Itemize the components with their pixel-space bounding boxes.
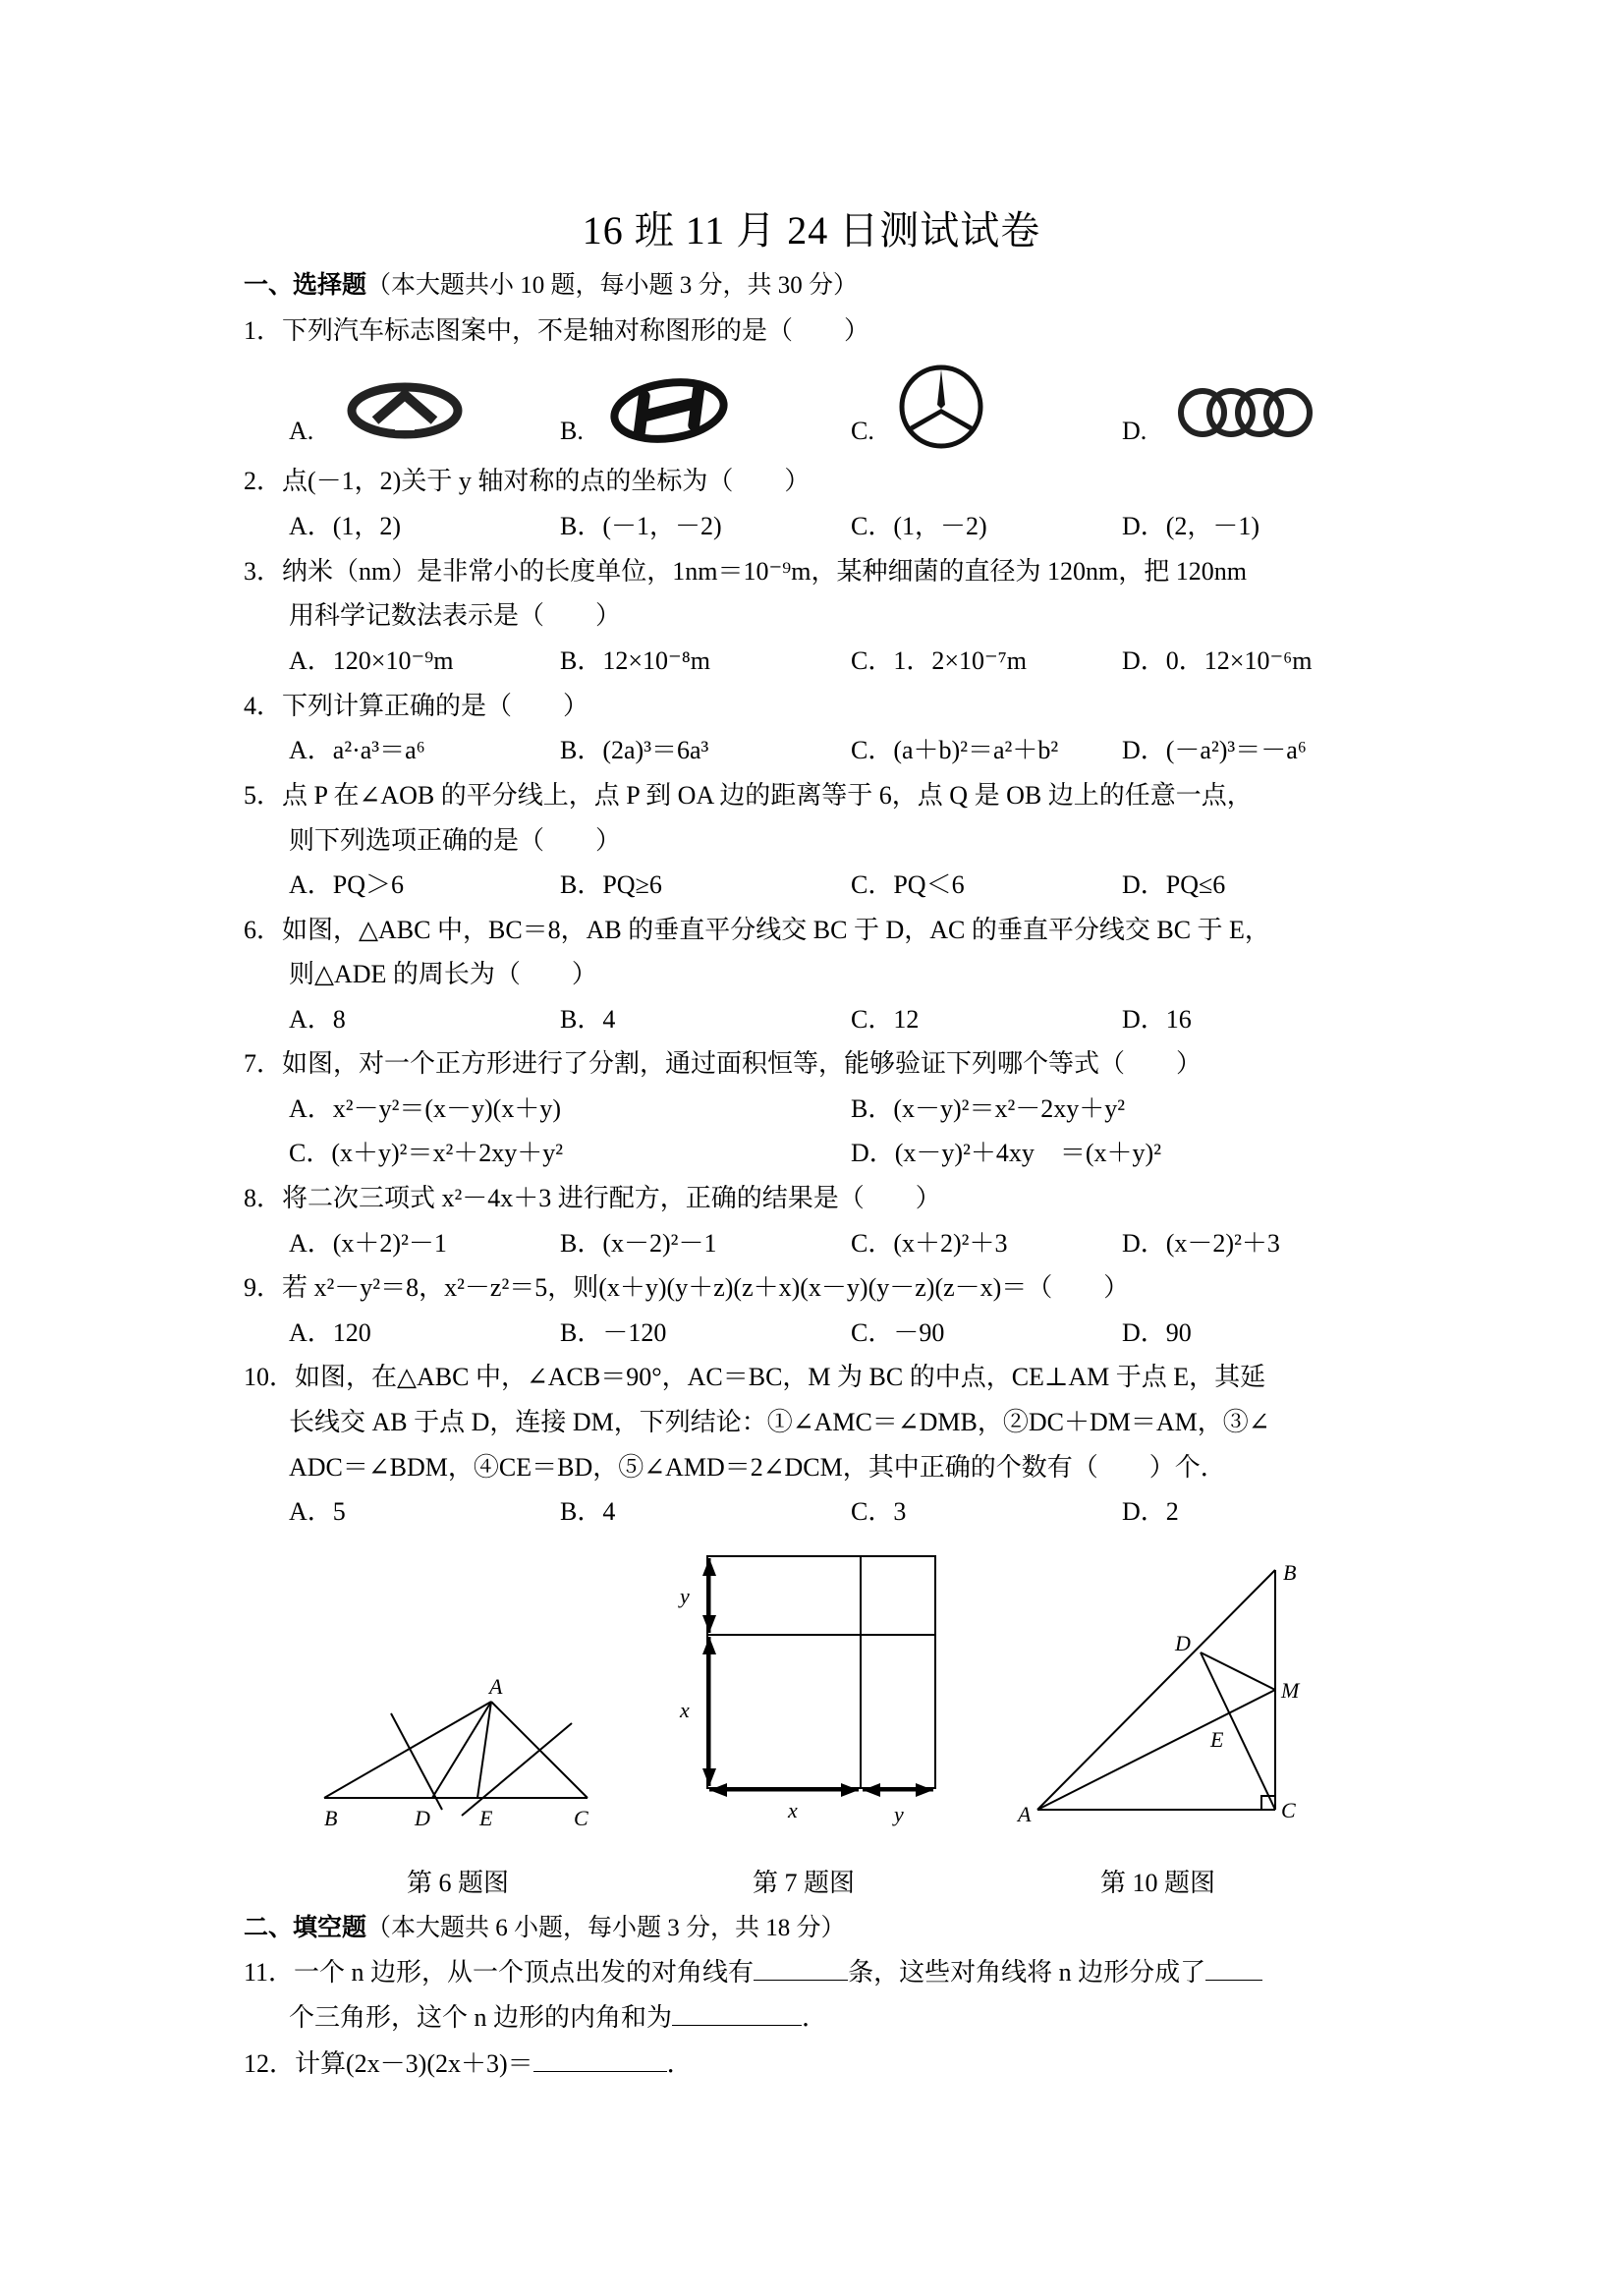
question-text: 如图，△ABC 中，BC＝8，AB 的垂直平分线交 BC 于 D，AC 的垂直平分线交 BC 于 E， (282, 916, 1270, 944)
question-5 (244, 775, 1253, 812)
question-number: 9． (244, 1273, 283, 1302)
fig10-label-c: C (1281, 1798, 1296, 1822)
question-text: 点 P 在∠AOB 的平分线上，点 P 到 OA 边的距离等于 6，点 Q 是 OB 边上的任意一点， (282, 781, 1253, 810)
answer-blank[interactable] (533, 2070, 667, 2072)
figure-10-caption: 第 10 题图 (1100, 1869, 1216, 1897)
question-2 (244, 461, 810, 497)
question-11 (244, 1952, 1262, 1988)
q10-option-a: A．5 (289, 1497, 346, 1526)
fig7-arrow (702, 1615, 716, 1633)
question-3-line-2: 用科学记数法表示是（ ） (289, 601, 622, 630)
question-text: ． (802, 2003, 828, 2032)
fig7-arrow (841, 1783, 859, 1797)
q3-option-b: B．12×10⁻⁸m (560, 646, 711, 675)
section-2-header (244, 1908, 846, 1943)
question-9 (244, 1267, 1129, 1304)
q6-option-c: C．12 (851, 1005, 920, 1034)
fig7-label-y-left: y (680, 1584, 690, 1608)
q3-option-a: A．120×10⁻⁹m (289, 646, 454, 675)
fig7-arrow (702, 1637, 716, 1654)
q1-option-b: B. (560, 417, 584, 445)
fig10-label-e: E (1210, 1727, 1224, 1752)
q10-option-b: B．4 (560, 1497, 616, 1526)
question-text: 个三角形，这个 n 边形的内角和为 (289, 2003, 673, 2032)
q7-option-d: D．(x－y)²＋4xy ＝(x＋y)² (851, 1139, 1161, 1167)
q8-option-a: A．(x＋2)²－1 (289, 1229, 447, 1258)
section-1-heading: 一、选择题 (244, 272, 367, 299)
question-6-line-2: 则△ADE 的周长为（ ） (289, 960, 597, 988)
fig10-label-m: M (1281, 1678, 1300, 1703)
q9-option-a: A．120 (289, 1318, 371, 1347)
mercedes-logo (896, 362, 986, 452)
question-number: 11． (244, 1958, 295, 1987)
question-number: 1． (244, 316, 283, 345)
infiniti-logo (346, 381, 464, 440)
q5-option-d: D．PQ≤6 (1122, 870, 1226, 899)
question-7 (244, 1043, 1202, 1080)
q4-option-a: A．a²·a³＝a⁶ (289, 736, 425, 764)
q9-option-c: C．－90 (851, 1318, 945, 1347)
q4-option-b: B．(2a)³＝6a³ (560, 736, 709, 764)
fig7-label-x-left: x (680, 1698, 690, 1722)
q5-option-c: C．PQ＜6 (851, 870, 965, 899)
q2-option-c: C．(1，－2) (851, 512, 987, 540)
q1-option-d: D. (1122, 417, 1147, 445)
question-text: 下列汽车标志图案中，不是轴对称图形的是（ ） (282, 316, 870, 345)
question-6 (244, 910, 1270, 946)
q4-option-c: C．(a＋b)²＝a²＋b² (851, 736, 1059, 764)
q5-option-a: A．PQ＞6 (289, 870, 405, 899)
q1-option-a: A. (289, 417, 314, 445)
fig7-arrow (702, 1768, 716, 1786)
q6-option-a: A．8 (289, 1005, 346, 1034)
figure-6-caption: 第 6 题图 (407, 1869, 510, 1897)
figure-6 (314, 1670, 599, 1837)
q7-option-c: C．(x＋y)²＝x²＋2xy＋y² (289, 1139, 564, 1167)
fig6-label-e: E (479, 1806, 493, 1830)
question-8 (244, 1178, 941, 1214)
question-number: 3． (244, 557, 283, 586)
question-3 (244, 551, 1247, 588)
question-number: 4． (244, 692, 283, 720)
q3-option-c: C．1．2×10⁻⁷m (851, 646, 1028, 675)
fig10-side-ab (1037, 1570, 1275, 1810)
q2-option-a: A．(1，2) (289, 512, 402, 540)
question-text: 如图，对一个正方形进行了分割，通过面积恒等，能够验证下列哪个等式（ ） (282, 1049, 1203, 1078)
q8-option-c: C．(x＋2)²＋3 (851, 1229, 1008, 1258)
fig10-segment-am (1037, 1690, 1275, 1810)
q8-option-b: B．(x－2)²－1 (560, 1229, 717, 1258)
q6-option-d: D．16 (1122, 1005, 1192, 1034)
question-5-line-2: 则下列选项正确的是（ ） (289, 826, 622, 855)
fig10-segment-dm (1201, 1652, 1275, 1690)
question-text: 计算(2x－3)(2x＋3)＝ (295, 2049, 533, 2078)
question-number: 12． (244, 2049, 296, 2078)
question-text: ． (666, 2049, 693, 2078)
question-number: 7． (244, 1049, 283, 1078)
fig6-side-ab (324, 1702, 491, 1798)
fig10-label-b: B (1283, 1560, 1297, 1585)
figure-10 (1012, 1558, 1307, 1823)
hyundai-logo (609, 377, 729, 444)
section-1-desc: （本大题共小 10 题，每小题 3 分，共 30 分） (366, 272, 859, 299)
question-text: 一个 n 边形，从一个顶点出发的对角线有 (294, 1958, 755, 1987)
fig7-arrow (702, 1558, 716, 1576)
question-text: 纳米（nm）是非常小的长度单位，1nm＝10⁻⁹m，某种细菌的直径为 120nm，把 120nm (282, 557, 1247, 586)
section-2-desc: （本大题共 6 小题，每小题 3 分，共 18 分） (366, 1915, 846, 1941)
fig7-square (707, 1556, 935, 1788)
question-text: 如图，在△ABC 中，∠ACB＝90°，AC＝BC，M 为 BC 的中点，CE⊥AM 于点 E，其延 (295, 1363, 1266, 1391)
fig7-arrow (863, 1783, 880, 1797)
fig10-label-a: A (1018, 1802, 1032, 1823)
question-10-line-2: 长线交 AB 于点 D，连接 DM，下列结论：①∠AMC＝∠DMB，②DC＋DM＝AM，③∠ (289, 1408, 1270, 1436)
question-4 (244, 686, 588, 722)
question-text: 点(－1，2)关于 y 轴对称的点的坐标为（ ） (282, 467, 811, 495)
question-10-line-3: ADC＝∠BDM，④CE＝BD，⑤∠AMD＝2∠DCM，其中正确的个数有（ ）个． (289, 1453, 1226, 1482)
fig7-arrow (916, 1783, 933, 1797)
audi-logo (1175, 385, 1316, 440)
page-title: 16 班 11 月 24 日测试试卷 (582, 208, 1041, 252)
q5-option-b: B．PQ≥6 (560, 870, 662, 899)
question-number: 2． (244, 467, 283, 495)
question-text: 将二次三项式 x²－4x＋3 进行配方，正确的结果是（ ） (282, 1184, 941, 1212)
section-2-heading: 二、填空题 (244, 1915, 367, 1941)
question-10 (244, 1357, 1265, 1393)
q1-option-c: C. (851, 417, 874, 445)
fig7-label-y-bottom: y (894, 1802, 904, 1826)
fig6-perp-bisector-ab (391, 1713, 442, 1810)
answer-blank[interactable] (672, 2024, 802, 2026)
question-number: 5． (244, 781, 283, 810)
fig10-label-d: D (1175, 1631, 1191, 1655)
section-1-header (244, 265, 858, 301)
fig6-segment-ad (432, 1702, 491, 1798)
q7-option-b: B．(x－y)²＝x²－2xy＋y² (851, 1094, 1126, 1123)
question-1 (244, 310, 869, 347)
q6-option-b: B．4 (560, 1005, 616, 1034)
question-number: 8． (244, 1184, 283, 1212)
fig7-label-x-bottom: x (788, 1798, 798, 1822)
question-text: 下列计算正确的是（ ） (282, 692, 589, 720)
fig7-arrow (709, 1783, 727, 1797)
question-number: 6． (244, 916, 283, 944)
fig6-label-a: A (489, 1674, 503, 1699)
q7-option-a: A．x²－y²＝(x－y)(x＋y) (289, 1094, 561, 1123)
q9-option-b: B．－120 (560, 1318, 667, 1347)
question-11-line-2 (289, 1997, 827, 2034)
question-text: 条，这些对角线将 n 边形分成了 (848, 1958, 1206, 1987)
fig6-label-b: B (324, 1806, 338, 1830)
fig6-segment-ae (477, 1702, 491, 1798)
fig6-label-c: C (574, 1806, 588, 1830)
question-number: 10． (244, 1363, 296, 1391)
q2-option-d: D．(2，－1) (1122, 512, 1260, 540)
q9-option-d: D．90 (1122, 1318, 1192, 1347)
answer-blank[interactable] (1205, 1979, 1262, 1981)
figure-7-caption: 第 7 题图 (753, 1869, 856, 1897)
q2-option-b: B．(－1，－2) (560, 512, 722, 540)
question-text: 若 x²－y²＝8，x²－z²＝5，则(x＋y)(y＋z)(z＋x)(x－y)(y－z)(z－x)＝（ ） (282, 1273, 1130, 1302)
question-12 (244, 2044, 693, 2080)
q10-option-c: C．3 (851, 1497, 907, 1526)
q4-option-d: D．(－a²)³＝－a⁶ (1122, 736, 1307, 764)
q8-option-d: D．(x－2)²＋3 (1122, 1229, 1280, 1258)
q3-option-d: D．0．12×10⁻⁶m (1122, 646, 1313, 675)
fig6-perp-bisector-ac (462, 1723, 572, 1816)
figure-7 (668, 1544, 953, 1839)
fig6-label-d: D (415, 1806, 430, 1830)
q10-option-d: D．2 (1122, 1497, 1179, 1526)
answer-blank[interactable] (754, 1979, 848, 1981)
